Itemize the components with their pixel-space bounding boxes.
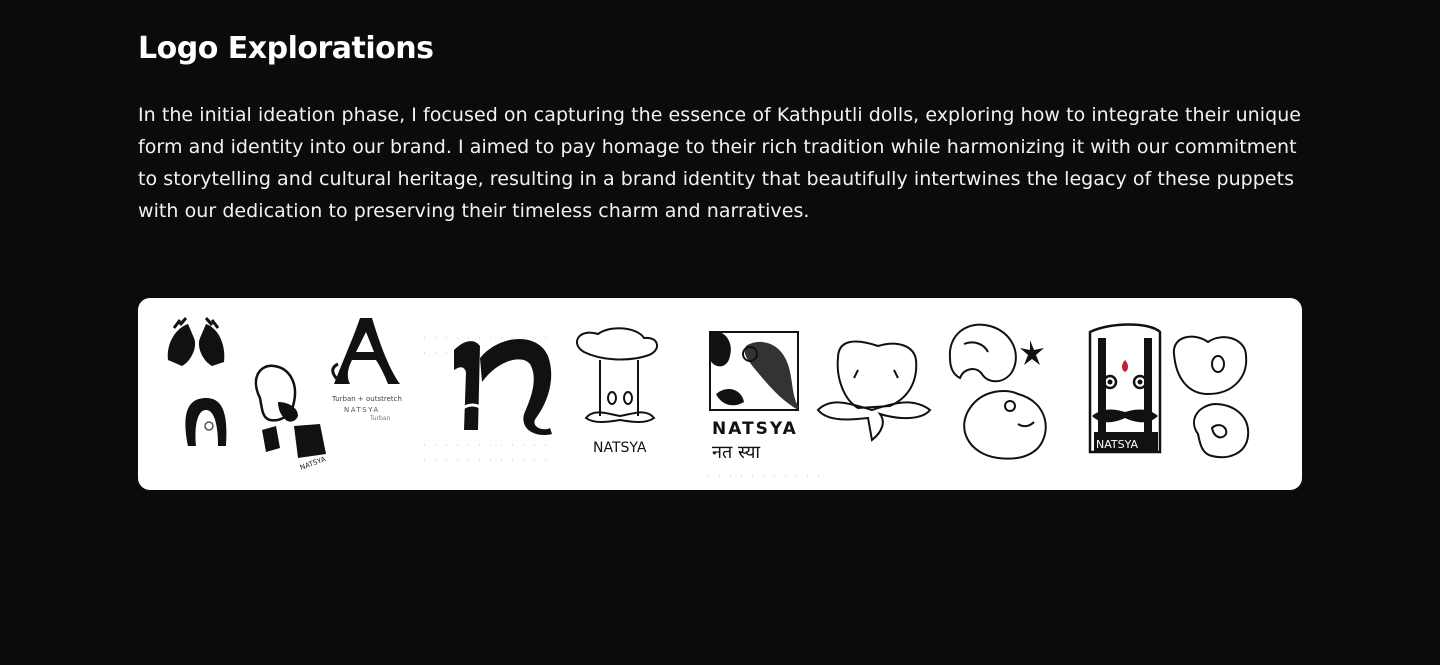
sketch-2-caption: Turban + outstretch: [332, 395, 402, 403]
sketches-card: [138, 298, 1302, 490]
sketch-brush-letter: [454, 339, 552, 435]
description-line: to storytelling and cultural heritage, resulting in a brand identity that beautifully intertwines the legacy of these puppets: [138, 168, 1295, 190]
sketch-8-label: NATSYA: [1096, 438, 1138, 451]
sketch-4-label: NATSYA: [593, 440, 647, 456]
sketch-2-name: NATSYA: [344, 406, 380, 414]
description-line: with our dedication to preserving their timeless charm and narratives.: [138, 200, 810, 222]
description-line: In the initial ideation phase, I focused on capturing the essence of Kathputli dolls, exploring how to integrate their unique: [138, 104, 1302, 126]
sketch-hands-figure: [168, 318, 327, 472]
sketch-turban-face: [577, 328, 657, 456]
sketch-1-label: NATSYA: [298, 455, 327, 472]
section-title: Logo Explorations: [138, 31, 434, 66]
sketch-two-faces: [950, 325, 1046, 459]
sketch-5-label: NATSYA: [712, 419, 798, 439]
sketch-mustache-outline: [818, 342, 930, 440]
sketch-tilak-face: [1090, 325, 1160, 453]
sketch-5-hindi: नत स्या: [712, 442, 761, 463]
section-description: [138, 99, 1308, 227]
sketch-loop-faces: [1174, 337, 1248, 458]
sketch-letter-a: [331, 318, 402, 422]
description-line: form and identity into our brand. I aimed to pay homage to their rich tradition while harmonizing it with our commitment: [138, 136, 1297, 158]
sketch-ink-face: [710, 331, 798, 463]
sketch-2-scribble: Turban: [370, 415, 391, 422]
sketches-strip: [138, 298, 1302, 490]
